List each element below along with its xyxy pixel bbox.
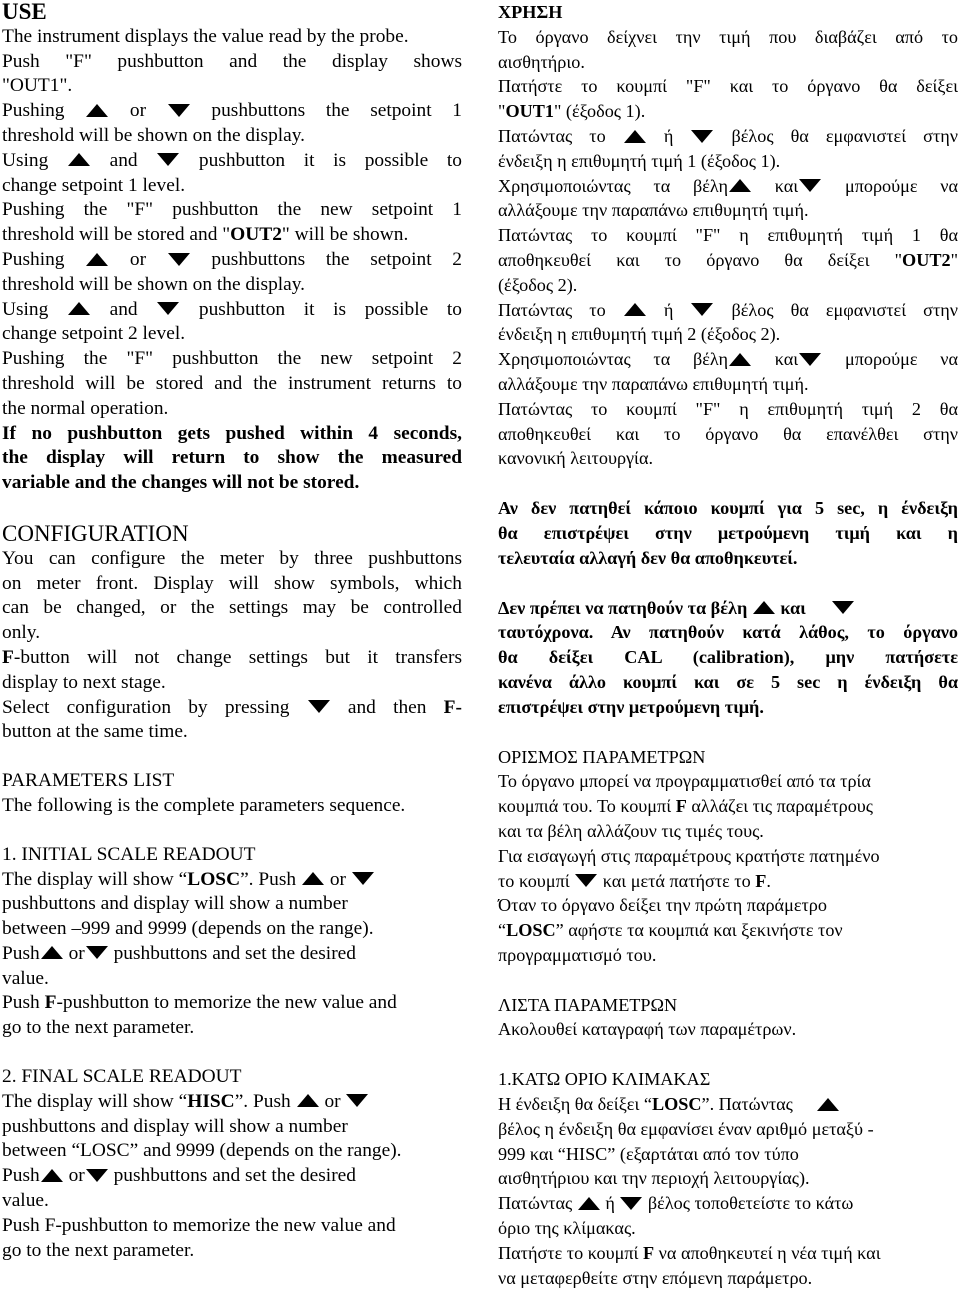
text-line: go to the next parameter. bbox=[2, 1239, 195, 1261]
text-fragment: Η ένδειξη θα δείξει “ bbox=[498, 1094, 652, 1115]
text-fragment: or bbox=[324, 1090, 341, 1112]
text-fragment: μπορούμε να bbox=[844, 175, 959, 196]
down-arrow-icon bbox=[157, 302, 179, 315]
text-fragment: F bbox=[755, 870, 767, 891]
text-fragment: LOSC bbox=[187, 868, 241, 890]
warning-line: κανένα άλλο κουμπί και σε 5 sec η ένδειξη θα bbox=[498, 671, 958, 692]
down-arrow-icon bbox=[86, 946, 108, 959]
text-line: Όταν το όργανο δείξει την πρώτη παράμετρο bbox=[498, 895, 827, 916]
warning-line: θα δείξει CAL (calibration), μην πατήσετε bbox=[498, 647, 958, 668]
spacer bbox=[2, 496, 462, 522]
text-fragment: Δεν πρέπει να πατηθούν τα βέλη bbox=[498, 597, 748, 618]
up-arrow-icon bbox=[729, 179, 751, 192]
text-fragment: pushbuttons the setpoint 2 bbox=[211, 248, 462, 270]
text-fragment: το κουμπί bbox=[498, 870, 570, 891]
text-line: pushbuttons and display will show a number bbox=[2, 893, 348, 915]
text-fragment: -pushbutton to memorize the new value and bbox=[56, 992, 397, 1014]
spacer bbox=[498, 471, 958, 496]
down-arrow-icon bbox=[799, 179, 821, 192]
text-fragment: pushbutton it is possible to bbox=[198, 298, 462, 320]
up-arrow-icon bbox=[817, 1098, 839, 1111]
text-fragment: pushbuttons the setpoint 1 bbox=[211, 100, 462, 122]
text-fragment: LOSC bbox=[651, 1094, 702, 1115]
text-line: value. bbox=[2, 1190, 49, 1212]
down-arrow-icon bbox=[86, 1169, 108, 1182]
text-line: ένδειξη η επιθυμητή τιμή 1 (έξοδος 1). bbox=[498, 150, 781, 171]
text-fragment: αλλάζει τις παραμέτρους bbox=[686, 796, 874, 817]
text-fragment: ”. Πατώντας bbox=[701, 1094, 793, 1115]
text-line: αισθητήριο. bbox=[498, 51, 585, 72]
text-fragment: and then bbox=[347, 696, 427, 718]
text-line: (έξοδος 2). bbox=[498, 274, 578, 295]
text-fragment: Push bbox=[2, 1165, 40, 1187]
text-line bbox=[498, 347, 958, 372]
warning-line: If no pushbutton gets pushed within 4 seconds, bbox=[2, 422, 462, 444]
text-fragment: Push bbox=[2, 992, 40, 1014]
text-line bbox=[2, 696, 462, 721]
up-arrow-icon bbox=[68, 153, 90, 166]
warning-line: θα επιστρέψει στην μετρούμενη τιμή και η bbox=[498, 522, 958, 543]
text-line bbox=[2, 1164, 462, 1189]
text-line: ένδειξη η επιθυμητή τιμή 2 (έξοδος 2). bbox=[498, 324, 781, 345]
text-fragment: or bbox=[68, 1165, 85, 1187]
text-line: Για εισαγωγή στις παραμέτρους κρατήστε πατημένο bbox=[498, 845, 880, 866]
text-line: Το όργανο μπορεί να προγραμματισθεί από τα τρία bbox=[498, 771, 871, 792]
text-fragment: ”. Push bbox=[240, 868, 297, 890]
text-fragment: threshold will be stored and " bbox=[2, 224, 231, 246]
text-line bbox=[2, 942, 462, 967]
up-arrow-icon bbox=[86, 104, 108, 117]
text-fragment: HISC bbox=[187, 1090, 235, 1112]
text-fragment: and bbox=[109, 149, 138, 171]
text-fragment: pushbutton it is possible to bbox=[198, 149, 462, 171]
warning-line: the display will return to show the measured bbox=[2, 447, 462, 469]
text-line: προγραμματισμό του. bbox=[498, 944, 657, 965]
text-fragment: Πατώντας το bbox=[498, 125, 606, 146]
text-fragment: " bbox=[498, 101, 506, 122]
text-fragment: OUT2 bbox=[230, 224, 282, 246]
use-heading-greek: ΧΡΗΣΗ bbox=[498, 2, 563, 22]
text-fragment: ή bbox=[605, 1193, 615, 1214]
text-fragment: Pushing bbox=[2, 248, 65, 270]
text-fragment: Pushing bbox=[2, 100, 65, 122]
text-line: pushbuttons and display will show a number bbox=[2, 1115, 348, 1137]
text-line bbox=[2, 868, 462, 893]
text-line: You can configure the meter by three pushbuttons bbox=[2, 547, 462, 569]
up-arrow-icon bbox=[729, 353, 751, 366]
spacer bbox=[498, 1042, 958, 1067]
text-line: threshold will be shown on the display. bbox=[2, 273, 306, 295]
up-arrow-icon bbox=[578, 1197, 600, 1210]
down-arrow-icon bbox=[620, 1197, 642, 1210]
text-fragment: pushbuttons and set the desired bbox=[113, 942, 356, 964]
text-fragment: και bbox=[780, 597, 806, 618]
text-line: the normal operation. bbox=[2, 397, 169, 419]
text-line: Push "F" pushbutton and the display shows bbox=[2, 50, 462, 72]
down-arrow-icon bbox=[168, 104, 190, 117]
up-arrow-icon bbox=[624, 303, 646, 316]
text-line bbox=[2, 991, 462, 1016]
parameters-list-heading: PARAMETERS LIST bbox=[2, 770, 175, 792]
text-fragment: F- bbox=[443, 696, 462, 718]
up-arrow-icon bbox=[302, 872, 324, 885]
text-line bbox=[2, 149, 462, 174]
down-arrow-icon bbox=[308, 700, 330, 713]
down-arrow-icon bbox=[691, 303, 713, 316]
text-line: να μεταφερθείτε στην επόμενη παράμετρο. bbox=[498, 1267, 813, 1288]
spacer bbox=[498, 968, 958, 993]
text-fragment: και bbox=[774, 175, 799, 196]
text-fragment: να αποθηκευτεί η νέα τιμή και bbox=[654, 1242, 881, 1263]
up-arrow-icon bbox=[41, 946, 63, 959]
text-line bbox=[498, 298, 958, 323]
text-line bbox=[498, 248, 958, 273]
spacer bbox=[498, 720, 958, 745]
down-arrow-icon bbox=[346, 1094, 368, 1107]
warning-line: ταυτόχρονα. Αν πατηθούν κατά λάθος, το όργανο bbox=[498, 622, 958, 643]
text-fragment: Using bbox=[2, 149, 49, 171]
up-arrow-icon bbox=[41, 1169, 63, 1182]
text-line bbox=[498, 174, 958, 199]
text-fragment: ” αφήστε τα κουμπιά και ξεκινήστε τον bbox=[555, 920, 843, 941]
text-fragment: και μετά πατήστε το bbox=[602, 870, 756, 891]
final-scale-heading: 2. FINAL SCALE READOUT bbox=[2, 1066, 242, 1088]
text-fragment: Πατώντας bbox=[498, 1193, 573, 1214]
spacer bbox=[498, 571, 958, 596]
down-arrow-icon bbox=[352, 872, 374, 885]
text-line bbox=[2, 1090, 462, 1115]
text-fragment: F bbox=[642, 1242, 655, 1263]
text-fragment: OUT2 bbox=[902, 249, 951, 270]
text-line: Το όργανο δείχνει την τιμή που διαβάζει από το bbox=[498, 26, 958, 47]
text-line bbox=[498, 1191, 958, 1216]
text-line: κανονική λειτουργία. bbox=[498, 448, 654, 469]
text-fragment: " bbox=[950, 249, 958, 270]
up-arrow-icon bbox=[68, 302, 90, 315]
text-line: Πατήστε το κουμπί "F" και το όργανο θα δείξει bbox=[498, 76, 958, 97]
text-fragment: . bbox=[766, 870, 771, 891]
text-fragment: " will be shown. bbox=[281, 224, 409, 246]
text-fragment: " (έξοδος 1). bbox=[553, 101, 646, 122]
text-fragment: -button will not change settings but it transfers bbox=[13, 646, 462, 668]
text-line bbox=[2, 223, 462, 248]
text-fragment: Χρησιμοποιώντας τα βέλη bbox=[498, 175, 729, 196]
text-line bbox=[498, 124, 958, 149]
text-line: "OUT1". bbox=[2, 75, 73, 97]
text-line: go to the next parameter. bbox=[2, 1017, 195, 1039]
low-scale-heading-greek: 1.ΚΑΤΩ ΟΡΙΟ ΚΛΙΜΑΚΑΣ bbox=[498, 1069, 711, 1090]
down-arrow-icon bbox=[575, 874, 597, 887]
text-line bbox=[2, 646, 462, 671]
text-line: Πατώντας το κουμπί "F" η επιθυμητή τιμή 1 θα bbox=[498, 225, 958, 246]
text-fragment: αποθηκευθεί και το όργανο θα δείξει " bbox=[498, 249, 903, 270]
text-fragment: and bbox=[109, 298, 138, 320]
text-line: Πατώντας το κουμπί "F" η επιθυμητή τιμή 2 θα bbox=[498, 398, 958, 419]
text-line: threshold will be stored and the instrument returns to bbox=[2, 372, 462, 394]
text-fragment: μπορούμε να bbox=[844, 349, 959, 370]
text-fragment: Χρησιμοποιώντας τα βέλη bbox=[498, 349, 729, 370]
up-arrow-icon bbox=[297, 1094, 319, 1107]
text-line: display to next stage. bbox=[2, 671, 166, 693]
text-line bbox=[498, 794, 958, 819]
text-fragment: or bbox=[68, 942, 85, 964]
text-fragment: OUT1 bbox=[505, 101, 554, 122]
up-arrow-icon bbox=[624, 130, 646, 143]
text-line: The following is the complete parameters sequence. bbox=[2, 794, 406, 816]
greek-column bbox=[498, 0, 958, 1290]
text-fragment: Using bbox=[2, 298, 49, 320]
text-line bbox=[498, 918, 958, 943]
warning-line: variable and the changes will not be stored. bbox=[2, 472, 360, 494]
up-arrow-icon bbox=[86, 253, 108, 266]
warning-line: Αν δεν πατηθεί κάποιο κουμπί για 5 sec, η ένδειξη bbox=[498, 498, 958, 519]
text-line: αποθηκευθεί και το όργανο θα επανέλθει στην bbox=[498, 423, 958, 444]
text-fragment: F bbox=[675, 796, 687, 817]
text-line bbox=[2, 298, 462, 323]
text-line: value. bbox=[2, 967, 49, 989]
text-fragment: και bbox=[774, 349, 799, 370]
text-fragment: κουμπιά του. Το κουμπί bbox=[498, 796, 676, 817]
text-line bbox=[498, 869, 958, 894]
down-arrow-icon bbox=[168, 253, 190, 266]
text-line: 999 και “HISC” (εξαρτάται από τον τύπο bbox=[498, 1143, 799, 1164]
text-fragment: βέλος τοποθετείστε το κάτω bbox=[647, 1193, 854, 1214]
text-fragment: ή bbox=[663, 125, 674, 146]
text-line: on meter front. Display will show symbols, which bbox=[2, 572, 462, 594]
text-fragment: LOSC bbox=[506, 920, 556, 941]
configuration-heading: CONFIGURATION bbox=[2, 520, 189, 546]
text-fragment: or bbox=[329, 868, 346, 890]
text-fragment: F bbox=[2, 646, 14, 668]
text-line: can be changed, or the settings may be controlled bbox=[2, 597, 462, 619]
text-fragment: or bbox=[129, 100, 147, 122]
text-line: button at the same time. bbox=[2, 721, 188, 743]
text-fragment: F bbox=[44, 992, 57, 1014]
text-line: αλλάξουμε την παραπάνω επιθυμητή τιμή. bbox=[498, 200, 809, 221]
text-fragment: Select configuration by pressing bbox=[2, 696, 290, 718]
text-fragment: Πατήστε το κουμπί bbox=[498, 1242, 643, 1263]
text-line bbox=[498, 99, 958, 124]
text-line: between –999 and 9999 (depends on the range). bbox=[2, 918, 374, 940]
spacer bbox=[2, 819, 462, 843]
text-line: between “LOSC” and 9999 (depends on the range). bbox=[2, 1140, 402, 1162]
warning-line bbox=[498, 596, 958, 621]
text-fragment: Push bbox=[2, 942, 40, 964]
spacer bbox=[2, 745, 462, 769]
text-line bbox=[2, 99, 462, 124]
initial-scale-heading: 1. INITIAL SCALE READOUT bbox=[2, 843, 256, 865]
text-line: Pushing the "F" pushbutton the new setpoint 2 bbox=[2, 348, 462, 370]
text-line bbox=[498, 1241, 958, 1266]
text-line: threshold will be shown on the display. bbox=[2, 124, 306, 146]
text-line: Ακολουθεί καταγραφή των παραμέτρων. bbox=[498, 1019, 797, 1040]
text-fragment: βέλος θα εμφανιστεί στην bbox=[731, 125, 959, 146]
text-fragment: The display will show “ bbox=[2, 868, 188, 890]
use-heading: USE bbox=[2, 0, 47, 24]
text-fragment: or bbox=[129, 248, 147, 270]
warning-line: τελευταία αλλαγή δεν θα αποθηκευτεί. bbox=[498, 547, 798, 568]
down-arrow-icon bbox=[832, 601, 854, 614]
text-line: change setpoint 2 level. bbox=[2, 323, 186, 345]
text-fragment: ή bbox=[663, 299, 674, 320]
text-line: Pushing the "F" pushbutton the new setpoint 1 bbox=[2, 199, 462, 221]
down-arrow-icon bbox=[691, 130, 713, 143]
text-line: αισθητήριου και την περιοχή λειτουργίας). bbox=[498, 1168, 810, 1189]
text-fragment: “ bbox=[498, 920, 507, 941]
text-line: βέλος η ένδειξη θα εμφανίσει έναν αριθμό μεταξύ - bbox=[498, 1118, 874, 1139]
text-line: change setpoint 1 level. bbox=[2, 174, 186, 196]
warning-line: επιστρέψει στην μετρούμενη τιμή. bbox=[498, 696, 764, 717]
english-column bbox=[2, 0, 462, 1263]
text-fragment: The display will show “ bbox=[2, 1090, 188, 1112]
down-arrow-icon bbox=[157, 153, 179, 166]
down-arrow-icon bbox=[799, 353, 821, 366]
text-line bbox=[498, 1092, 958, 1117]
spacer bbox=[2, 1041, 462, 1065]
text-fragment: ”. Push bbox=[234, 1090, 291, 1112]
text-fragment: βέλος θα εμφανιστεί στην bbox=[731, 299, 959, 320]
text-line: αλλάξουμε την παραπάνω επιθυμητή τιμή. bbox=[498, 373, 809, 394]
text-fragment: pushbuttons and set the desired bbox=[113, 1165, 356, 1187]
parameters-list-heading-greek: ΛΙΣΤΑ ΠΑΡΑΜΕΤΡΩΝ bbox=[498, 994, 678, 1015]
parameter-definition-heading: ΟΡΙΣΜΟΣ ΠΑΡΑΜΕΤΡΩΝ bbox=[498, 746, 706, 767]
text-line: only. bbox=[2, 622, 41, 644]
text-line bbox=[2, 248, 462, 273]
text-fragment: Πατώντας το bbox=[498, 299, 606, 320]
text-line: The instrument displays the value read by the probe. bbox=[2, 25, 409, 47]
up-arrow-icon bbox=[753, 601, 775, 614]
text-line: όριο της κλίμακας. bbox=[498, 1218, 636, 1239]
text-line: και τα βέλη αλλάζουν τις τιμές τους. bbox=[498, 820, 764, 841]
text-line: Push F-pushbutton to memorize the new value and bbox=[2, 1214, 396, 1236]
